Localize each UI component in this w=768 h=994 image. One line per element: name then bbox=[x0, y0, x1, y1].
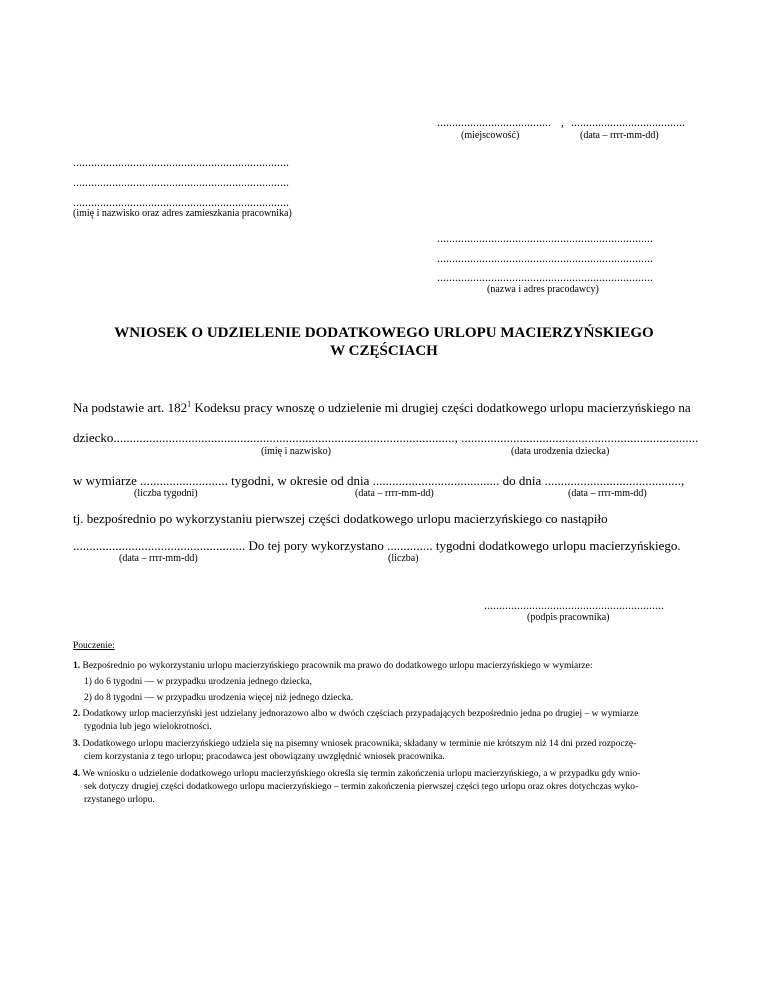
employee-line-2[interactable]: ........................................................................ bbox=[73, 175, 289, 189]
instruction-2-cont: tygodnia lub jego wielokrotności. bbox=[84, 722, 212, 732]
weeks-caption: (liczba tygodni) bbox=[134, 488, 198, 499]
instruction-1b: 2) do 8 tygodni — w przypadku urodzenia więcej niż jednego dziecka. bbox=[84, 693, 354, 703]
used-weeks-line[interactable]: ..................................................... Do tej pory wykorzystano .............. tygodni dodatkowego urlopu macierzyńskiego. bbox=[73, 538, 681, 553]
signature-field[interactable]: ............................................................ bbox=[484, 598, 664, 612]
instruction-4: 4. We wniosku o udzielenie dodatkowego urlopu macierzyńskiego określa się termin zakończenia urlopu macierzyńskiego, a w przypadku gdy wnio- bbox=[73, 769, 641, 779]
employer-line-1[interactable]: ........................................................................ bbox=[437, 231, 653, 245]
document-title-line-2: W CZĘŚCIACH bbox=[330, 343, 438, 359]
employer-line-3[interactable]: ........................................................................ bbox=[437, 270, 653, 284]
place-caption: (miejscowość) bbox=[461, 130, 520, 141]
to-date-caption: (data – rrrr-mm-dd) bbox=[568, 488, 647, 499]
legal-basis-text: Na podstawie art. $182^1$ Kodeksu pracy wnoszę o udzielenie mi drugiej części dodatkowego urlopu macierzyńskiego na bbox=[73, 399, 691, 415]
place-field[interactable]: ...................................... bbox=[437, 115, 551, 129]
date-caption: (data – rrrr-mm-dd) bbox=[580, 130, 659, 141]
instruction-4-cont-2: rzystanego urlopu. bbox=[84, 795, 155, 805]
date-field[interactable]: ...................................... bbox=[571, 115, 685, 129]
instructions-heading: Pouczenie: bbox=[73, 641, 115, 651]
instruction-2: 2. Dodatkowy urlop macierzyński jest udzielany jednorazowo albo w dwóch częściach przypadających bezpośrednio jedna po drugiej – w wymiarze bbox=[73, 709, 639, 719]
leave-range-line[interactable]: w wymiarze ........................... tygodni, w okresie od dnia ....................................... do dnia .........................................., bbox=[73, 473, 685, 488]
child-line[interactable]: dziecko........................................................................................................., ......................................................................... bbox=[73, 430, 699, 445]
after-first-part-text: tj. bezpośrednio po wykorzystaniu pierwszej części dodatkowego urlopu macierzyńskiego co nastąpiło bbox=[73, 511, 608, 526]
child-name-caption: (imię i nazwisko) bbox=[261, 446, 331, 457]
child-birth-caption: (data urodzenia dziecka) bbox=[511, 446, 610, 457]
signature-caption: (podpis pracownika) bbox=[527, 612, 610, 623]
employee-line-1[interactable]: ........................................................................ bbox=[73, 155, 289, 169]
instruction-1a: 1) do 6 tygodni — w przypadku urodzenia jednego dziecka, bbox=[84, 677, 312, 687]
document-title-line-1: WNIOSEK O UDZIELENIE DODATKOWEGO URLOPU MACIERZYŃSKIEGO bbox=[114, 325, 654, 341]
header-comma: , bbox=[561, 115, 564, 129]
instruction-4-cont: sek dotyczy drugiej części dodatkowego urlopu macierzyńskiego – termin zakończenia pierwszej części tego urlopu oraz okres dotychczas wyko- bbox=[84, 782, 639, 792]
instruction-3: 3. Dodatkowego urlopu macierzyńskiego udziela się na pisemny wniosek pracownika, składany w terminie nie krótszym niż 14 dni przed rozpoczę- bbox=[73, 739, 637, 749]
instruction-3-cont: ciem korzystania z tego urlopu; pracodawca jest obowiązany uwzględnić wniosek pracownika. bbox=[84, 752, 445, 762]
employer-caption: (nazwa i adres pracodawcy) bbox=[487, 284, 599, 295]
instruction-1: 1. Bezpośrednio po wykorzystaniu urlopu macierzyńskiego pracownik ma prawo do dodatkowego urlopu macierzyńskiego w wymiarze: bbox=[73, 661, 593, 671]
employee-caption: (imię i nazwisko oraz adres zamieszkania pracownika) bbox=[73, 208, 292, 219]
employer-line-2[interactable]: ........................................................................ bbox=[437, 251, 653, 265]
used-count-caption: (liczba) bbox=[388, 553, 419, 564]
used-date-caption: (data – rrrr-mm-dd) bbox=[119, 553, 198, 564]
from-date-caption: (data – rrrr-mm-dd) bbox=[355, 488, 434, 499]
employee-line-3[interactable]: ........................................................................ bbox=[73, 195, 289, 209]
